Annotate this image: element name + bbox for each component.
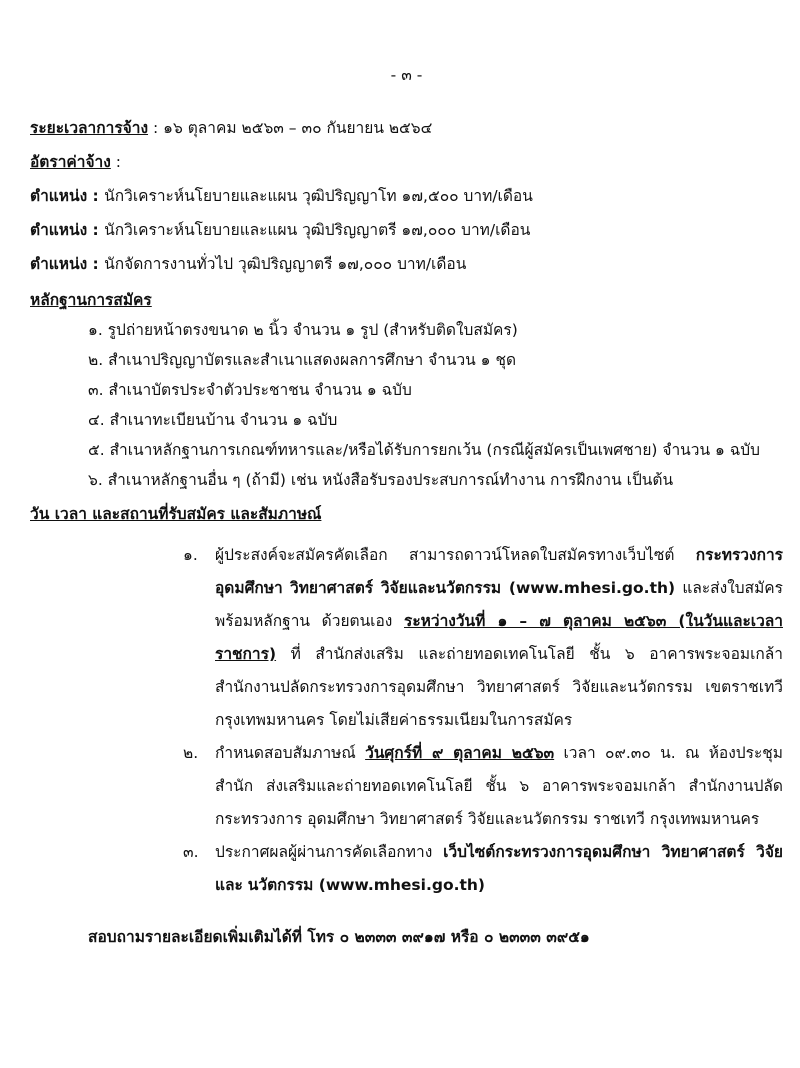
document-item: ๕. สำเนาหลักฐานการเกณฑ์ทหารและ/หรือได้รับการยกเว้น (กรณีผู้สมัครเป็นเพศชาย) จำนวน ๑ ฉบับ — [88, 441, 760, 459]
schedule-item-number: ๓. — [183, 843, 199, 861]
application-dates: ระหว่างวันที่ ๑ – ๗ ตุลาคม ๒๕๖๓ (ในวันและเวลาราชการ) — [215, 612, 783, 663]
schedule-item — [183, 539, 783, 737]
wage-heading — [30, 151, 783, 173]
employment-period-label: ระยะเวลาการจ้าง — [30, 119, 149, 137]
schedule-item — [183, 737, 783, 836]
text: ประกาศผลผู้ผ่านการคัดเลือกทาง — [215, 843, 444, 861]
separator: : — [110, 153, 121, 171]
position-label: ตำแหน่ง : — [30, 255, 105, 273]
separator: : — [148, 119, 164, 137]
text: ด้วยตนเอง — [321, 612, 404, 630]
document-item: ๒. สำเนาปริญญาบัตรและสำเนาแสดงผลการศึกษา จำนวน ๑ ชุด — [88, 351, 517, 369]
employment-period-value: ๑๖ ตุลาคม ๒๕๖๓ – ๓๐ กันยายน ๒๕๖๔ — [163, 119, 433, 137]
text: และถ่ายทอดเทคโนโลยี ชั้น ๖ อาคารพระจอมเกล้า สำนักงานปลัดกระทรวงการอุดมศึกษา — [215, 645, 784, 696]
interview-date: วันศุกร์ที่ ๙ ตุลาคม ๒๕๖๓ — [365, 744, 555, 762]
position-line — [30, 253, 783, 275]
text: และส่งใบสมัครพร้อมหลักฐาน — [215, 579, 783, 630]
position-value: นักวิเคราะห์นโยบายและแผน วุฒิปริญญาตรี ๑๗,๐๐๐ บาท/เดือน — [104, 221, 531, 239]
text: วิทยาศาสตร์ วิจัยและนวัตกรรม เขตราชเทวี กรุงเทพมหานคร โดยไม่เสียค่าธรรมเนียมในการสมัคร — [215, 678, 783, 729]
text: ที่ สำนักส่งเสริม — [276, 645, 404, 663]
text: ผู้ประสงค์จะสมัครคัดเลือก สามารถดาวน์โหลดใบสมัครทางเว็บไซต์ — [215, 546, 696, 564]
position-value: นักจัดการงานทั่วไป วุฒิปริญญาตรี ๑๗,๐๐๐ บาท/เดือน — [104, 255, 467, 273]
document-item: ๓. สำเนาบัตรประจำตัวประชาชน จำนวน ๑ ฉบับ — [88, 381, 412, 399]
position-value: นักวิเคราะห์นโยบายและแผน วุฒิปริญญาโท ๑๗,๕๐๐ บาท/เดือน — [104, 187, 533, 205]
document-item: ๑. รูปถ่ายหน้าตรงขนาด ๒ นิ้ว จำนวน ๑ รูป (สำหรับติดใบสมัคร) — [88, 321, 518, 339]
position-label: ตำแหน่ง : — [30, 221, 105, 239]
text: อุดมศึกษา วิทยาศาสตร์ วิจัยและนวัตกรรม ราชเทวี กรุงเทพมหานคร — [307, 810, 760, 828]
employment-period — [30, 117, 783, 139]
results-website-url: นวัตกรรม (www.mhesi.go.th) — [247, 876, 486, 894]
position-label: ตำแหน่ง : — [30, 187, 105, 205]
document-item: ๖. สำเนาหลักฐานอื่น ๆ (ถ้ามี) เช่น หนังสือรับรองประสบการณ์ทำงาน การฝึกงาน เป็นต้น — [88, 471, 674, 489]
results-website: เว็บไซต์กระทรวงการอุดมศึกษา วิทยาศาสตร์ วิจัยและ — [215, 843, 784, 894]
text: ส่งเสริมและถ่ายทอดเทคโนโลยี ชั้น ๖ อาคารพระจอมเกล้า สำนักงานปลัดกระทรวงการ — [215, 777, 783, 828]
schedule-item-text — [215, 737, 783, 836]
position-line — [30, 219, 783, 241]
ministry-name: กระทรวงการอุดมศึกษา — [215, 546, 783, 597]
document-item: ๔. สำเนาทะเบียนบ้าน จำนวน ๑ ฉบับ — [88, 411, 338, 429]
wage-label: อัตราค่าจ้าง — [30, 153, 111, 171]
documents-heading: หลักฐานการสมัคร — [30, 291, 152, 309]
schedule-item-number: ๑. — [183, 546, 198, 564]
schedule-item-text — [215, 539, 783, 737]
contact-info: สอบถามรายละเอียดเพิ่มเติมได้ที่ โทร ๐ ๒๓๓๓ ๓๙๑๗ หรือ ๐ ๒๓๓๓ ๓๙๕๑ — [88, 928, 590, 946]
ministry-website: วิทยาศาสตร์ วิจัยและนวัตกรรม (www.mhesi.go.th) — [290, 579, 676, 597]
text: เวลา ๐๙.๓๐ น. ณ ห้องประชุม สำนัก — [215, 744, 784, 795]
position-line — [30, 185, 783, 207]
schedule-item-text — [215, 836, 783, 902]
text: กำหนดสอบสัมภาษณ์ — [215, 744, 366, 762]
schedule-item — [183, 836, 783, 902]
schedule-heading: วัน เวลา และสถานที่รับสมัคร และสัมภาษณ์ — [30, 505, 322, 523]
schedule-item-number: ๒. — [183, 744, 199, 762]
page-number: - ๓ - — [390, 66, 423, 84]
